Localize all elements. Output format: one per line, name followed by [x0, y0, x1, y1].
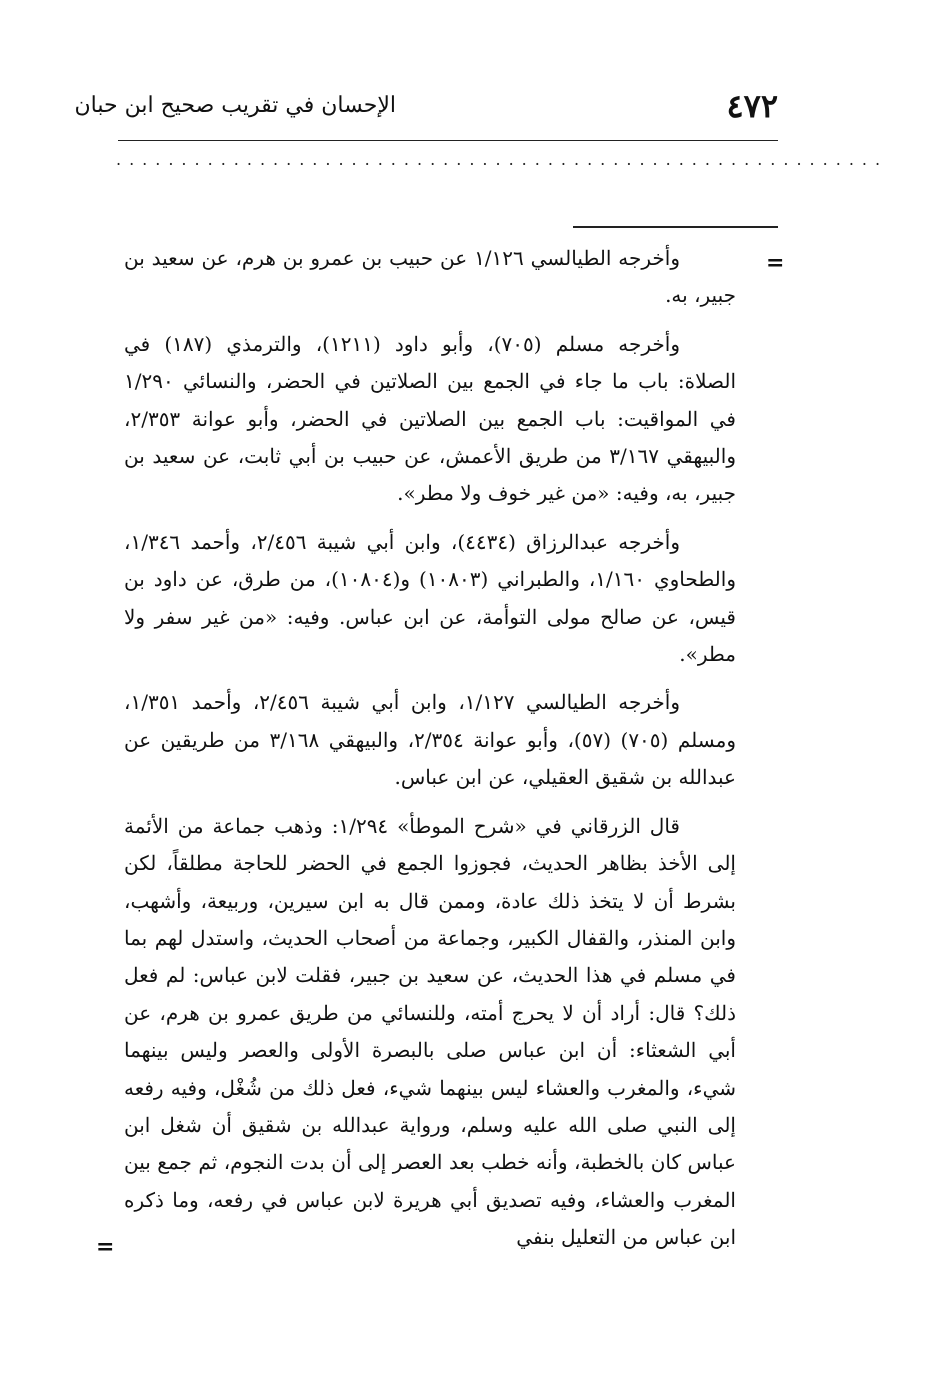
footnotes-block [124, 240, 736, 1268]
running-title: الإحسان في تقريب صحيح ابن حبان [74, 93, 396, 118]
header-rule [118, 140, 778, 141]
separator-dots: ........................................................... [116, 150, 889, 169]
page-header [74, 84, 778, 128]
footnote-paragraph-2: وأخرجه مسلم (٧٠٥)، وأبو داود (١٢١١)، والترمذي (١٨٧) في الصلاة: باب ما جاء في الجمع بين الصلاتين في الحضر، والنسائي ١/٢٩٠ في المواقيت: باب الجمع بين الصلاتين في الحضر، وأبو عوانة ٢/٣٥٣، والبيهقي ٣/١٦٧ من طريق الأعمش، عن حبيب بن أبي ثابت، عن سعيد بن جبير، به، وفيه: «من غير خوف ولا مطر». [124, 331, 736, 506]
footnote-paragraph-3: وأخرجه عبدالرزاق (٤٤٣٤)، وابن أبي شيبة ٢/٤٥٦، وأحمد ١/٣٤٦، والطحاوي ١/١٦٠، والطبراني (١٠٨٠٣) و(١٠٨٠٤)، من طرق، عن داود بن قيس، عن صالح مولى التوأمة، عن ابن عباس. وفيه: «من غير سفر ولا مطر». [124, 529, 736, 667]
continuation-mark-bottom: = [96, 1234, 115, 1260]
footnote-paragraph-1: وأخرجه الطيالسي ١/١٢٦ عن حبيب بن عمرو بن هرم، عن سعيد بن جبير، به. [124, 246, 736, 308]
page-number: ٤٧٢ [726, 87, 778, 125]
continuation-mark-top: = [766, 250, 785, 276]
footnote-paragraph-4: وأخرجه الطيالسي ١/١٢٧، وابن أبي شيبة ٢/٤٥٦، وأحمد ١/٣٥١، ومسلم (٧٠٥) (٥٧)، وأبو عوانة ٢/٣٥٤، والبيهقي ٣/١٦٨ من طريقين عن عبدالله بن شقيق العقيلي، عن ابن عباس. [124, 690, 736, 790]
footnote-paragraph-5: قال الزرقاني في «شرح الموطأ» ١/٢٩٤: وذهب جماعة من الأئمة إلى الأخذ بظاهر الحديث، فجوزوا الجمع في الحضر للحاجة مطلقاً، لكن بشرط أن لا يتخذ ذلك عادة، وممن قال به ابن سيرين، وربيعة، وأشهب، وابن المنذر، والقفال الكبير، وجماعة من أصحاب الحديث، واستدل لهم بما في مسلم في هذا الحديث، عن سعيد بن جبير، فقلت لابن عباس: لم فعل ذلك؟ قال: أراد أن لا يحرج أمته، وللنسائي من طريق عمرو بن هرم، عن أبي الشعثاء: أن ابن عباس صلى بالبصرة الأولى والعصر وليس بينهما شيء، والمغرب والعشاء ليس بينهما شيء، فعل ذلك من شُغْل، وفيه رفعه إلى النبي صلى الله عليه وسلم، ورواية عبدالله بن شقيق أن شغل ابن عباس كان بالخطبة، وأنه خطب بعد العصر إلى أن بدت النجوم، ثم جمع بين المغرب والعشاء، وفيه تصديق أبي هريرة لابن عباس في رفعه، وما ذكره ابن عباس من التعليل بنفي [124, 813, 736, 1250]
footnote-rule [573, 226, 778, 228]
